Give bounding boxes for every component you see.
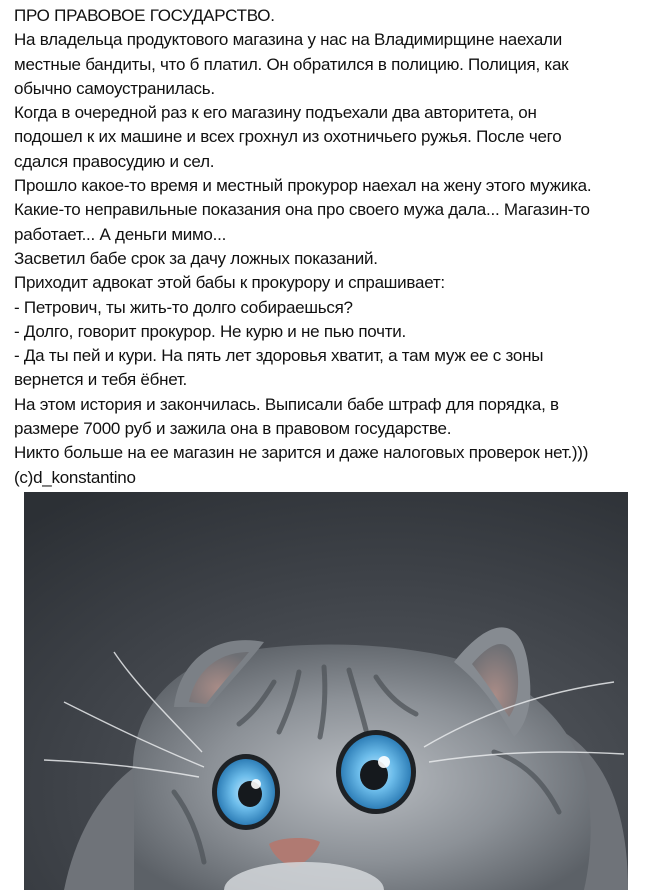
post-line: сдался правосудию и сел. <box>14 151 215 171</box>
post-line: Когда в очередной раз к его магазину подъехали два авторитета, он <box>14 103 537 123</box>
post-line: - Да ты пей и кури. На пять лет здоровья хватит, а там муж ее с зоны <box>14 346 544 366</box>
post-line: На этом история и закончилась. Выписали бабе штраф для порядка, в <box>14 394 559 414</box>
cat-eye-left <box>212 754 280 830</box>
post-text <box>14 4 654 490</box>
post-line: Засветил бабе срок за дачу ложных показаний. <box>14 248 378 268</box>
post-line: обычно самоустранилась. <box>14 78 215 98</box>
post-line: местные бандиты, что б платил. Он обратился в полицию. Полиция, как <box>14 54 569 74</box>
post-line: Никто больше на ее магазин не зарится и даже налоговых проверок нет.))) <box>14 443 589 463</box>
post-line: Приходит адвокат этой бабы к прокурору и спрашивает: <box>14 273 445 293</box>
post-line: вернется и тебя ёбнет. <box>14 370 188 390</box>
cat-eye-right <box>336 730 416 814</box>
post-line: Какие-то неправильные показания она про своего мужа дала... Магазин-то <box>14 200 590 220</box>
cat-photo <box>24 492 628 890</box>
post-line: подошел к их машине и всех грохнул из охотничьего ружья. После чего <box>14 127 562 147</box>
post-line: Прошло какое-то время и местный прокурор наехал на жену этого мужика. <box>14 176 592 196</box>
post-line: работает... А деньги мимо... <box>14 224 227 244</box>
post-line: размере 7000 руб и зажила она в правовом государстве. <box>14 419 452 439</box>
cat-illustration <box>24 492 628 890</box>
post-line: На владельца продуктового магазина у нас на Владимирщине наехали <box>14 30 562 50</box>
post-line: - Петрович, ты жить-то долго собираешься? <box>14 297 353 317</box>
post-title: ПРО ПРАВОВОЕ ГОСУДАРСТВО. <box>14 6 275 25</box>
post-signature: (c)d_konstantino <box>14 467 136 487</box>
post-line: - Долго, говорит прокурор. Не курю и не пью почти. <box>14 321 407 341</box>
